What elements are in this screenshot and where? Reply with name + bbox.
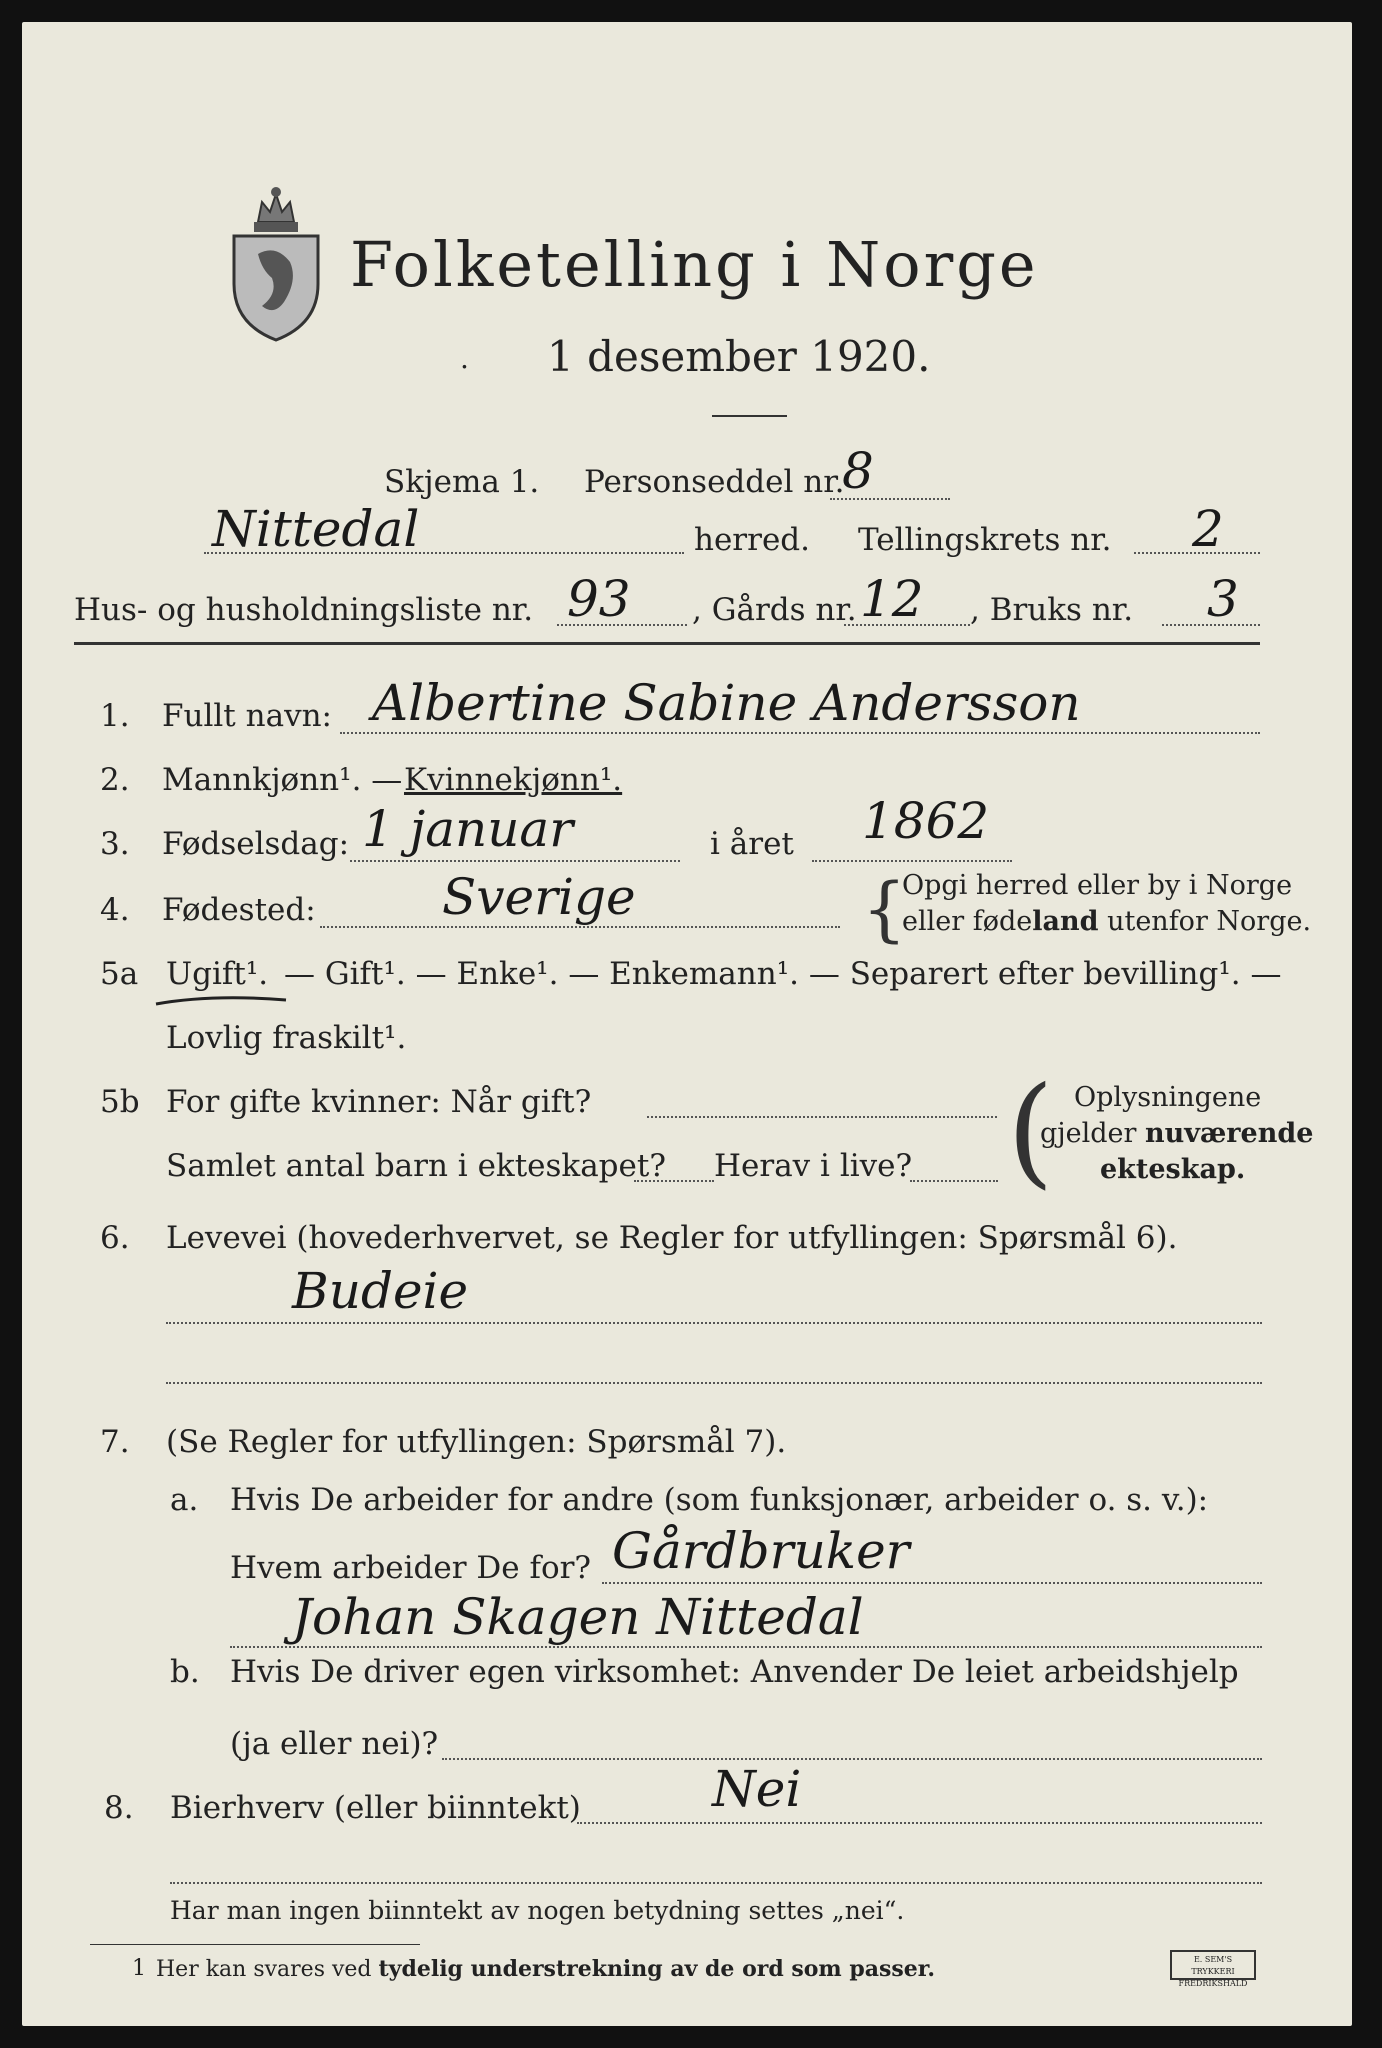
q4-number: 4.	[100, 892, 130, 928]
q4-line	[320, 926, 840, 928]
q1-label: Fullt navn:	[162, 698, 332, 734]
krets-line	[1134, 552, 1260, 554]
q8-label: Bierhverv (eller biinntekt)	[170, 1790, 581, 1826]
q7b-line	[442, 1758, 1262, 1760]
q5b-children-label: Samlet antal barn i ekteskapet?	[166, 1148, 666, 1184]
q7a-answer-1[interactable]: Gårdbruker	[612, 1522, 910, 1580]
q5b-married-line	[647, 1116, 997, 1118]
person-nr[interactable]: 8	[842, 442, 874, 500]
footnote-number: 1	[132, 1956, 146, 1981]
q4-note-2: eller fødeland utenfor Norge.	[902, 906, 1312, 937]
q1-number: 1.	[100, 698, 130, 734]
bruks-line	[1162, 624, 1260, 626]
bruks-label: , Bruks nr.	[970, 592, 1134, 628]
herred-value[interactable]: Nittedal	[212, 500, 420, 558]
schema-label: Skjema 1.	[384, 464, 540, 500]
q5a-option-unmarried[interactable]: Ugift¹.	[166, 956, 269, 992]
q8-answer[interactable]: Nei	[712, 1760, 802, 1818]
gards-line	[844, 624, 970, 626]
printer-stamp: E. SEM'S TRYKKERI FREDRIKSHALD	[1170, 1950, 1256, 1980]
census-form	[22, 22, 1352, 2026]
bruks-nr[interactable]: 3	[1207, 570, 1239, 628]
q5b-children-line	[634, 1180, 714, 1182]
q7a-text: Hvis De arbeider for andre (som funksjonær, arbeider o. s. v.):	[230, 1482, 1209, 1518]
herred-line	[204, 552, 684, 554]
q5b-label: For gifte kvinner: Når gift?	[166, 1084, 592, 1120]
q7-number: 7.	[100, 1424, 130, 1460]
q7b-question: (ja eller nei)?	[230, 1726, 439, 1762]
q7b-letter: b.	[170, 1654, 200, 1690]
q5b-note-2: gjelder nuværende	[1040, 1118, 1314, 1149]
q6-line-2	[166, 1382, 1262, 1384]
person-label: Personseddel nr.	[584, 464, 845, 500]
q3-year[interactable]: 1862	[862, 792, 990, 850]
hus-line	[557, 624, 687, 626]
q4-answer[interactable]: Sverige	[442, 868, 636, 926]
q7a-answer-2[interactable]: Johan Skagen Nittedal	[292, 1588, 864, 1646]
footer-note: Har man ingen biinntekt av nogen betydning settes „nei“.	[170, 1896, 905, 1925]
q3-year-label: i året	[710, 826, 794, 862]
q7a-line-1	[602, 1582, 1262, 1584]
q3-year-line	[812, 860, 1012, 862]
header-rule	[74, 642, 1260, 645]
q7-label: (Se Regler for utfyllingen: Spørsmål 7).	[166, 1424, 787, 1460]
q3-number: 3.	[100, 826, 130, 862]
hus-nr[interactable]: 93	[567, 570, 631, 628]
footnote-rule	[90, 1944, 420, 1945]
q2-option-male[interactable]: Mannkjønn¹. —	[162, 762, 403, 798]
q5b-alive-label: Herav i live?	[714, 1148, 913, 1184]
q8-line-2	[170, 1882, 1262, 1884]
q5a-divorced-option[interactable]: Lovlig fraskilt¹.	[166, 1020, 407, 1056]
person-nr-line	[830, 498, 950, 500]
q5a-underline-mark	[152, 990, 292, 1010]
q3-line	[350, 860, 680, 862]
q3-answer[interactable]: 1 januar	[362, 800, 574, 858]
q4-note-1: Opgi herred eller by i Norge	[902, 870, 1293, 901]
q1-answer[interactable]: Albertine Sabine Andersson	[372, 674, 1081, 732]
q5b-note-1: Oplysningene	[1074, 1082, 1262, 1113]
q5b-number: 5b	[100, 1084, 140, 1120]
form-title: Folketelling i Norge	[350, 228, 1039, 301]
q3-label: Fødselsdag:	[162, 826, 350, 862]
q7b-text: Hvis De driver egen virksomhet: Anvender De leiet arbeidshjelp	[230, 1654, 1239, 1690]
herred-label: herred.	[694, 522, 810, 558]
q2-number: 2.	[100, 762, 130, 798]
q1-line	[340, 732, 1260, 734]
footnote-text: Her kan svares ved tydelig understrekning av de ord som passer.	[156, 1956, 936, 1982]
q5a-number: 5a	[100, 956, 139, 992]
q6-answer[interactable]: Budeie	[292, 1262, 469, 1320]
q7a-question: Hvem arbeider De for?	[230, 1550, 592, 1586]
krets-label: Tellingskrets nr.	[858, 522, 1112, 558]
krets-nr[interactable]: 2	[1192, 500, 1224, 558]
dot-mark: .	[460, 342, 469, 375]
q2-option-female[interactable]: Kvinnekjønn¹.	[404, 762, 623, 798]
q8-number: 8.	[104, 1790, 134, 1826]
q5b-note-3: ekteskap.	[1100, 1154, 1246, 1185]
form-date: 1 desember 1920.	[547, 332, 931, 381]
gards-label: , Gårds nr.	[692, 592, 857, 628]
title-divider	[712, 415, 787, 417]
q6-number: 6.	[100, 1220, 130, 1256]
q5a-other-options[interactable]: — Gift¹. — Enke¹. — Enkemann¹. — Separert efter bevilling¹. —	[284, 956, 1282, 992]
q8-line-1	[577, 1822, 1262, 1824]
q4-brace: {	[862, 868, 907, 950]
coat-of-arms-icon	[228, 184, 324, 344]
gards-nr[interactable]: 12	[860, 570, 924, 628]
q5b-bracket: (	[1007, 1062, 1054, 1201]
q5b-alive-line	[910, 1180, 998, 1182]
q7a-letter: a.	[170, 1482, 199, 1518]
q6-line-1	[166, 1322, 1262, 1324]
q6-label: Levevei (hovederhvervet, se Regler for utfyllingen: Spørsmål 6).	[166, 1220, 1178, 1256]
q7a-line-2	[230, 1646, 1262, 1648]
q4-label: Fødested:	[162, 892, 316, 928]
hus-label: Hus- og husholdningsliste nr.	[74, 592, 534, 628]
